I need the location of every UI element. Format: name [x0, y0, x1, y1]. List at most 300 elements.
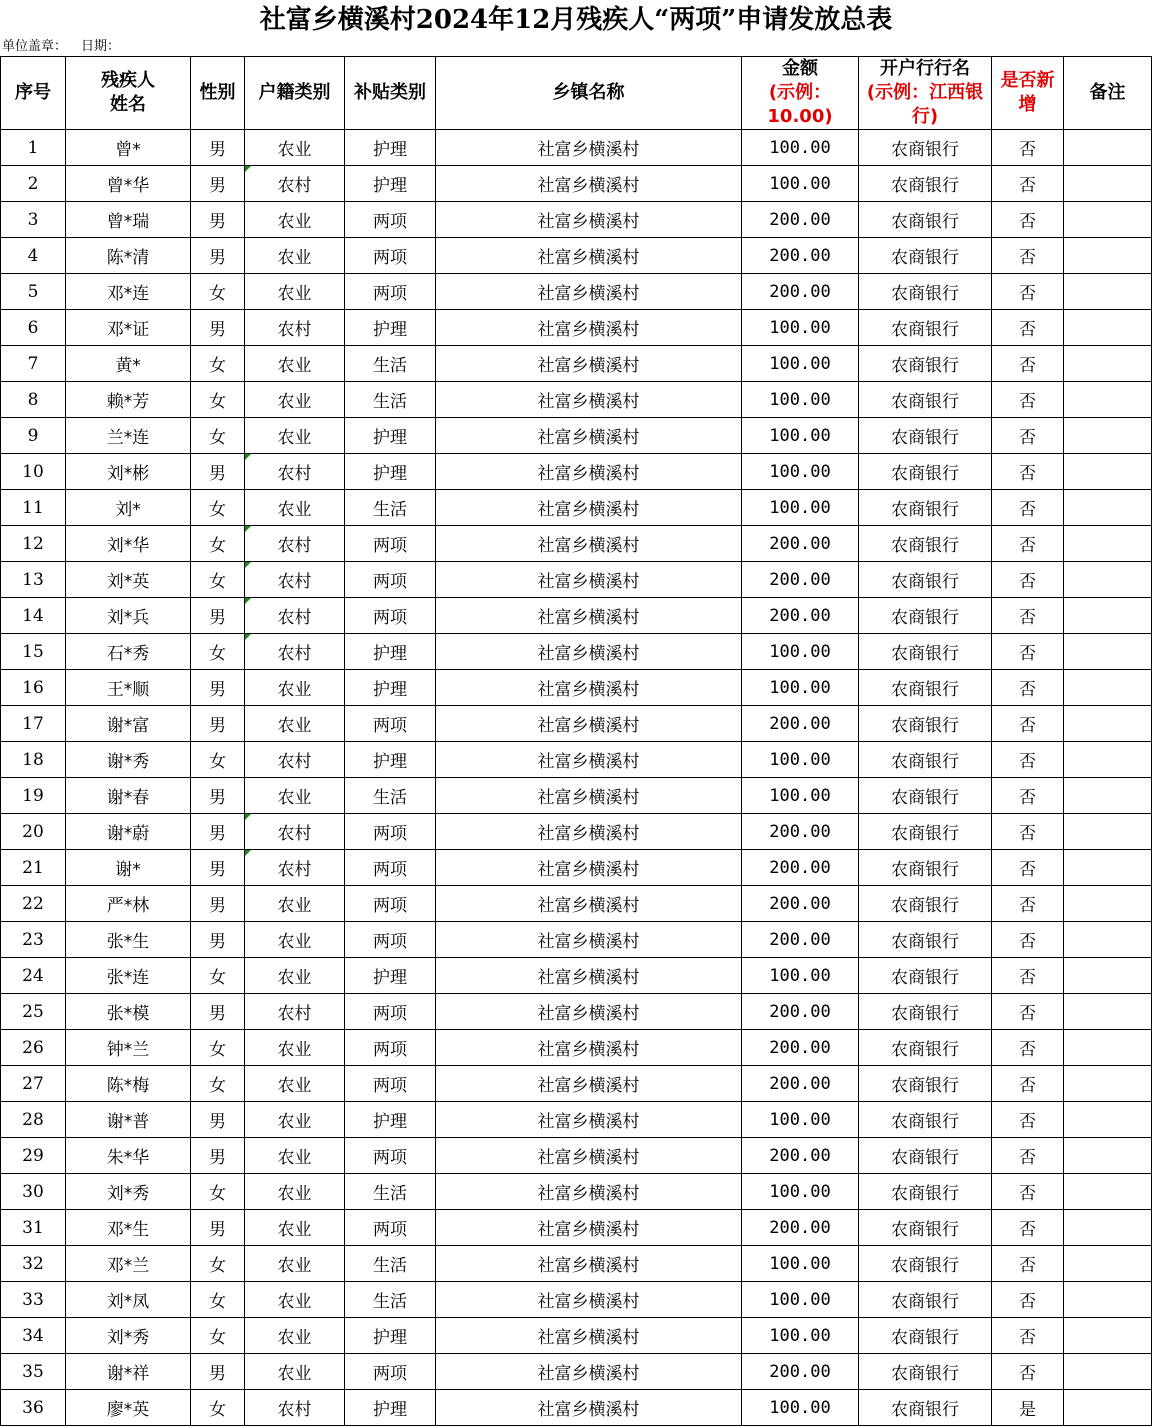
cell-remark[interactable] — [1064, 886, 1152, 922]
cell-town[interactable]: 社富乡横溪村 — [436, 1102, 742, 1138]
cell-amount[interactable]: 100.00 — [742, 166, 859, 202]
cell-remark[interactable] — [1064, 274, 1152, 310]
cell-is-new[interactable]: 否 — [992, 1282, 1064, 1318]
cell-name[interactable]: 刘*英 — [66, 562, 191, 598]
cell-hukou[interactable]: 农业 — [245, 130, 345, 166]
cell-gender[interactable]: 男 — [191, 310, 245, 346]
cell-gender[interactable]: 男 — [191, 778, 245, 814]
cell-seq[interactable]: 13 — [1, 562, 66, 598]
cell-bank[interactable]: 农商银行 — [859, 1354, 992, 1390]
cell-hukou[interactable]: 农业 — [245, 238, 345, 274]
cell-town[interactable]: 社富乡横溪村 — [436, 526, 742, 562]
cell-is-new[interactable]: 否 — [992, 1066, 1064, 1102]
cell-name[interactable]: 刘*凤 — [66, 1282, 191, 1318]
cell-seq[interactable]: 19 — [1, 778, 66, 814]
cell-town[interactable]: 社富乡横溪村 — [436, 706, 742, 742]
cell-is-new[interactable]: 否 — [992, 742, 1064, 778]
cell-hukou[interactable]: 农业 — [245, 202, 345, 238]
header-bank[interactable] — [859, 57, 992, 130]
cell-hukou[interactable]: 农业 — [245, 490, 345, 526]
cell-town[interactable]: 社富乡横溪村 — [436, 814, 742, 850]
cell-bank[interactable]: 农商银行 — [859, 1102, 992, 1138]
cell-subsidy[interactable]: 生活 — [345, 1246, 436, 1282]
cell-gender[interactable]: 男 — [191, 598, 245, 634]
cell-gender[interactable]: 女 — [191, 742, 245, 778]
cell-hukou[interactable]: 农业 — [245, 670, 345, 706]
cell-amount[interactable]: 100.00 — [742, 346, 859, 382]
cell-name[interactable]: 严*林 — [66, 886, 191, 922]
cell-hukou[interactable]: 农业 — [245, 1138, 345, 1174]
cell-bank[interactable]: 农商银行 — [859, 778, 992, 814]
cell-town[interactable]: 社富乡横溪村 — [436, 1030, 742, 1066]
header-seq[interactable]: 序号 — [1, 57, 66, 130]
cell-subsidy[interactable]: 两项 — [345, 850, 436, 886]
cell-hukou[interactable]: 农业 — [245, 346, 345, 382]
cell-seq[interactable]: 20 — [1, 814, 66, 850]
cell-seq[interactable]: 8 — [1, 382, 66, 418]
cell-remark[interactable] — [1064, 130, 1152, 166]
cell-hukou[interactable]: 农业 — [245, 958, 345, 994]
cell-town[interactable]: 社富乡横溪村 — [436, 382, 742, 418]
cell-seq[interactable]: 18 — [1, 742, 66, 778]
cell-gender[interactable]: 男 — [191, 994, 245, 1030]
cell-town[interactable]: 社富乡横溪村 — [436, 166, 742, 202]
cell-town[interactable]: 社富乡横溪村 — [436, 346, 742, 382]
cell-remark[interactable] — [1064, 490, 1152, 526]
cell-town[interactable]: 社富乡横溪村 — [436, 310, 742, 346]
cell-subsidy[interactable]: 两项 — [345, 1354, 436, 1390]
cell-is-new[interactable]: 否 — [992, 1318, 1064, 1354]
cell-hukou[interactable]: 农业 — [245, 418, 345, 454]
cell-subsidy[interactable]: 生活 — [345, 490, 436, 526]
cell-amount[interactable]: 100.00 — [742, 1318, 859, 1354]
cell-hukou[interactable]: 农业 — [245, 382, 345, 418]
cell-remark[interactable] — [1064, 418, 1152, 454]
cell-gender[interactable]: 男 — [191, 850, 245, 886]
cell-town[interactable]: 社富乡横溪村 — [436, 1282, 742, 1318]
cell-subsidy[interactable]: 生活 — [345, 346, 436, 382]
cell-hukou[interactable]: 农业 — [245, 1282, 345, 1318]
cell-hukou[interactable]: 农村 — [245, 742, 345, 778]
cell-hukou[interactable]: 农业 — [245, 1066, 345, 1102]
cell-subsidy[interactable]: 两项 — [345, 1066, 436, 1102]
cell-amount[interactable]: 200.00 — [742, 1066, 859, 1102]
cell-is-new[interactable]: 否 — [992, 490, 1064, 526]
cell-subsidy[interactable]: 护理 — [345, 1102, 436, 1138]
cell-amount[interactable]: 200.00 — [742, 886, 859, 922]
cell-is-new[interactable]: 否 — [992, 1354, 1064, 1390]
cell-gender[interactable]: 女 — [191, 526, 245, 562]
cell-subsidy[interactable]: 两项 — [345, 922, 436, 958]
header-is-new[interactable] — [992, 57, 1064, 130]
cell-is-new[interactable]: 否 — [992, 562, 1064, 598]
cell-remark[interactable] — [1064, 1210, 1152, 1246]
cell-name[interactable]: 钟*兰 — [66, 1030, 191, 1066]
cell-is-new[interactable]: 否 — [992, 202, 1064, 238]
cell-bank[interactable]: 农商银行 — [859, 1390, 992, 1426]
cell-name[interactable]: 陈*清 — [66, 238, 191, 274]
cell-remark[interactable] — [1064, 670, 1152, 706]
cell-name[interactable]: 黄* — [66, 346, 191, 382]
cell-remark[interactable] — [1064, 1174, 1152, 1210]
cell-subsidy[interactable]: 两项 — [345, 562, 436, 598]
cell-bank[interactable]: 农商银行 — [859, 454, 992, 490]
cell-gender[interactable]: 男 — [191, 886, 245, 922]
cell-town[interactable]: 社富乡横溪村 — [436, 454, 742, 490]
cell-is-new[interactable]: 否 — [992, 706, 1064, 742]
cell-amount[interactable]: 100.00 — [742, 1174, 859, 1210]
cell-town[interactable]: 社富乡横溪村 — [436, 130, 742, 166]
cell-hukou[interactable]: 农村 — [245, 1390, 345, 1426]
cell-subsidy[interactable]: 两项 — [345, 814, 436, 850]
cell-bank[interactable]: 农商银行 — [859, 418, 992, 454]
cell-bank[interactable]: 农商银行 — [859, 958, 992, 994]
cell-amount[interactable]: 200.00 — [742, 1138, 859, 1174]
cell-seq[interactable]: 26 — [1, 1030, 66, 1066]
cell-town[interactable]: 社富乡横溪村 — [436, 490, 742, 526]
cell-town[interactable]: 社富乡横溪村 — [436, 1354, 742, 1390]
cell-amount[interactable]: 200.00 — [742, 922, 859, 958]
cell-remark[interactable] — [1064, 850, 1152, 886]
cell-seq[interactable]: 4 — [1, 238, 66, 274]
cell-name[interactable]: 刘*秀 — [66, 1318, 191, 1354]
cell-name[interactable]: 谢*祥 — [66, 1354, 191, 1390]
cell-town[interactable]: 社富乡横溪村 — [436, 922, 742, 958]
cell-subsidy[interactable]: 两项 — [345, 202, 436, 238]
cell-is-new[interactable]: 否 — [992, 886, 1064, 922]
cell-town[interactable]: 社富乡横溪村 — [436, 1138, 742, 1174]
cell-subsidy[interactable]: 两项 — [345, 706, 436, 742]
cell-amount[interactable]: 100.00 — [742, 958, 859, 994]
cell-town[interactable]: 社富乡横溪村 — [436, 742, 742, 778]
cell-amount[interactable]: 200.00 — [742, 850, 859, 886]
cell-gender[interactable]: 男 — [191, 670, 245, 706]
cell-gender[interactable]: 女 — [191, 1030, 245, 1066]
header-hukou[interactable]: 户籍类别 — [245, 57, 345, 130]
cell-remark[interactable] — [1064, 634, 1152, 670]
cell-seq[interactable]: 2 — [1, 166, 66, 202]
cell-amount[interactable]: 200.00 — [742, 562, 859, 598]
cell-hukou[interactable]: 农村 — [245, 814, 345, 850]
cell-town[interactable]: 社富乡横溪村 — [436, 1318, 742, 1354]
cell-bank[interactable]: 农商银行 — [859, 886, 992, 922]
cell-town[interactable]: 社富乡横溪村 — [436, 1390, 742, 1426]
cell-is-new[interactable]: 否 — [992, 1030, 1064, 1066]
cell-bank[interactable]: 农商银行 — [859, 562, 992, 598]
cell-bank[interactable]: 农商银行 — [859, 994, 992, 1030]
cell-seq[interactable]: 34 — [1, 1318, 66, 1354]
cell-gender[interactable]: 男 — [191, 922, 245, 958]
cell-amount[interactable]: 200.00 — [742, 814, 859, 850]
cell-seq[interactable]: 10 — [1, 454, 66, 490]
cell-hukou[interactable]: 农村 — [245, 526, 345, 562]
cell-is-new[interactable]: 否 — [992, 1174, 1064, 1210]
cell-amount[interactable]: 100.00 — [742, 778, 859, 814]
cell-remark[interactable] — [1064, 382, 1152, 418]
cell-amount[interactable]: 100.00 — [742, 310, 859, 346]
cell-is-new[interactable]: 否 — [992, 1138, 1064, 1174]
cell-name[interactable]: 刘*秀 — [66, 1174, 191, 1210]
cell-remark[interactable] — [1064, 994, 1152, 1030]
cell-name[interactable]: 赖*芳 — [66, 382, 191, 418]
cell-hukou[interactable]: 农业 — [245, 1354, 345, 1390]
cell-gender[interactable]: 男 — [191, 1102, 245, 1138]
cell-amount[interactable]: 100.00 — [742, 1390, 859, 1426]
cell-name[interactable]: 谢*富 — [66, 706, 191, 742]
cell-subsidy[interactable]: 生活 — [345, 1174, 436, 1210]
cell-name[interactable]: 邓*连 — [66, 274, 191, 310]
cell-bank[interactable]: 农商银行 — [859, 1318, 992, 1354]
cell-bank[interactable]: 农商银行 — [859, 1030, 992, 1066]
cell-gender[interactable]: 女 — [191, 1390, 245, 1426]
cell-hukou[interactable]: 农业 — [245, 1246, 345, 1282]
header-remark[interactable]: 备注 — [1064, 57, 1152, 130]
cell-seq[interactable]: 15 — [1, 634, 66, 670]
cell-bank[interactable]: 农商银行 — [859, 346, 992, 382]
cell-subsidy[interactable]: 两项 — [345, 526, 436, 562]
cell-bank[interactable]: 农商银行 — [859, 1246, 992, 1282]
cell-bank[interactable]: 农商银行 — [859, 1138, 992, 1174]
cell-remark[interactable] — [1064, 454, 1152, 490]
cell-hukou[interactable]: 农业 — [245, 778, 345, 814]
cell-remark[interactable] — [1064, 742, 1152, 778]
cell-gender[interactable]: 男 — [191, 130, 245, 166]
cell-name[interactable]: 邓*生 — [66, 1210, 191, 1246]
cell-is-new[interactable]: 否 — [992, 1210, 1064, 1246]
cell-amount[interactable]: 100.00 — [742, 1282, 859, 1318]
cell-bank[interactable]: 农商银行 — [859, 634, 992, 670]
cell-amount[interactable]: 100.00 — [742, 418, 859, 454]
header-amount[interactable] — [742, 57, 859, 130]
cell-seq[interactable]: 3 — [1, 202, 66, 238]
cell-remark[interactable] — [1064, 814, 1152, 850]
cell-gender[interactable]: 男 — [191, 238, 245, 274]
cell-town[interactable]: 社富乡横溪村 — [436, 418, 742, 454]
cell-bank[interactable]: 农商银行 — [859, 1174, 992, 1210]
cell-is-new[interactable]: 否 — [992, 418, 1064, 454]
cell-subsidy[interactable]: 护理 — [345, 418, 436, 454]
cell-bank[interactable]: 农商银行 — [859, 1066, 992, 1102]
cell-subsidy[interactable]: 生活 — [345, 382, 436, 418]
cell-seq[interactable]: 25 — [1, 994, 66, 1030]
cell-subsidy[interactable]: 护理 — [345, 670, 436, 706]
cell-is-new[interactable]: 否 — [992, 274, 1064, 310]
cell-seq[interactable]: 7 — [1, 346, 66, 382]
cell-name[interactable]: 廖*英 — [66, 1390, 191, 1426]
cell-seq[interactable]: 21 — [1, 850, 66, 886]
cell-amount[interactable]: 200.00 — [742, 202, 859, 238]
cell-bank[interactable]: 农商银行 — [859, 130, 992, 166]
cell-is-new[interactable]: 否 — [992, 778, 1064, 814]
cell-name[interactable]: 张*生 — [66, 922, 191, 958]
cell-is-new[interactable]: 否 — [992, 634, 1064, 670]
cell-town[interactable]: 社富乡横溪村 — [436, 1210, 742, 1246]
cell-town[interactable]: 社富乡横溪村 — [436, 850, 742, 886]
cell-gender[interactable]: 女 — [191, 958, 245, 994]
cell-seq[interactable]: 28 — [1, 1102, 66, 1138]
cell-amount[interactable]: 100.00 — [742, 490, 859, 526]
cell-name[interactable]: 谢*秀 — [66, 742, 191, 778]
cell-subsidy[interactable]: 两项 — [345, 1210, 436, 1246]
cell-gender[interactable]: 女 — [191, 274, 245, 310]
cell-is-new[interactable]: 否 — [992, 850, 1064, 886]
cell-subsidy[interactable]: 两项 — [345, 1030, 436, 1066]
cell-is-new[interactable]: 否 — [992, 454, 1064, 490]
header-subsidy[interactable]: 补贴类别 — [345, 57, 436, 130]
cell-remark[interactable] — [1064, 1066, 1152, 1102]
cell-bank[interactable]: 农商银行 — [859, 166, 992, 202]
cell-town[interactable]: 社富乡横溪村 — [436, 1174, 742, 1210]
cell-subsidy[interactable]: 护理 — [345, 166, 436, 202]
cell-is-new[interactable]: 否 — [992, 238, 1064, 274]
cell-remark[interactable] — [1064, 310, 1152, 346]
cell-town[interactable]: 社富乡横溪村 — [436, 238, 742, 274]
cell-hukou[interactable]: 农业 — [245, 922, 345, 958]
cell-town[interactable]: 社富乡横溪村 — [436, 202, 742, 238]
cell-name[interactable]: 兰*连 — [66, 418, 191, 454]
cell-gender[interactable]: 男 — [191, 1354, 245, 1390]
cell-bank[interactable]: 农商银行 — [859, 598, 992, 634]
cell-name[interactable]: 曾* — [66, 130, 191, 166]
cell-bank[interactable]: 农商银行 — [859, 310, 992, 346]
cell-remark[interactable] — [1064, 346, 1152, 382]
cell-seq[interactable]: 23 — [1, 922, 66, 958]
cell-gender[interactable]: 女 — [191, 1318, 245, 1354]
cell-is-new[interactable]: 否 — [992, 382, 1064, 418]
cell-remark[interactable] — [1064, 1282, 1152, 1318]
cell-hukou[interactable]: 农村 — [245, 634, 345, 670]
cell-seq[interactable]: 9 — [1, 418, 66, 454]
cell-is-new[interactable]: 否 — [992, 1102, 1064, 1138]
cell-hukou[interactable]: 农业 — [245, 886, 345, 922]
cell-amount[interactable]: 200.00 — [742, 274, 859, 310]
cell-seq[interactable]: 14 — [1, 598, 66, 634]
cell-town[interactable]: 社富乡横溪村 — [436, 274, 742, 310]
cell-hukou[interactable]: 农业 — [245, 1318, 345, 1354]
cell-subsidy[interactable]: 生活 — [345, 1282, 436, 1318]
cell-bank[interactable]: 农商银行 — [859, 202, 992, 238]
cell-is-new[interactable]: 是 — [992, 1390, 1064, 1426]
cell-name[interactable]: 石*秀 — [66, 634, 191, 670]
cell-remark[interactable] — [1064, 202, 1152, 238]
cell-town[interactable]: 社富乡横溪村 — [436, 1246, 742, 1282]
cell-seq[interactable]: 6 — [1, 310, 66, 346]
cell-town[interactable]: 社富乡横溪村 — [436, 634, 742, 670]
cell-amount[interactable]: 100.00 — [742, 670, 859, 706]
cell-remark[interactable] — [1064, 922, 1152, 958]
cell-gender[interactable]: 女 — [191, 1174, 245, 1210]
cell-remark[interactable] — [1064, 1138, 1152, 1174]
cell-remark[interactable] — [1064, 1102, 1152, 1138]
cell-seq[interactable]: 35 — [1, 1354, 66, 1390]
cell-seq[interactable]: 1 — [1, 130, 66, 166]
cell-town[interactable]: 社富乡横溪村 — [436, 778, 742, 814]
cell-subsidy[interactable]: 生活 — [345, 778, 436, 814]
cell-subsidy[interactable]: 护理 — [345, 958, 436, 994]
cell-name[interactable]: 张*连 — [66, 958, 191, 994]
cell-amount[interactable]: 100.00 — [742, 634, 859, 670]
cell-hukou[interactable]: 农村 — [245, 166, 345, 202]
cell-remark[interactable] — [1064, 166, 1152, 202]
cell-gender[interactable]: 女 — [191, 346, 245, 382]
cell-hukou[interactable]: 农业 — [245, 1210, 345, 1246]
cell-gender[interactable]: 女 — [191, 562, 245, 598]
cell-amount[interactable]: 200.00 — [742, 1210, 859, 1246]
cell-remark[interactable] — [1064, 526, 1152, 562]
cell-town[interactable]: 社富乡横溪村 — [436, 670, 742, 706]
cell-gender[interactable]: 女 — [191, 1066, 245, 1102]
cell-name[interactable]: 曾*华 — [66, 166, 191, 202]
cell-hukou[interactable]: 农村 — [245, 310, 345, 346]
cell-seq[interactable]: 16 — [1, 670, 66, 706]
cell-remark[interactable] — [1064, 1354, 1152, 1390]
cell-remark[interactable] — [1064, 1318, 1152, 1354]
cell-gender[interactable]: 男 — [191, 1210, 245, 1246]
cell-remark[interactable] — [1064, 958, 1152, 994]
cell-is-new[interactable]: 否 — [992, 994, 1064, 1030]
cell-town[interactable]: 社富乡横溪村 — [436, 562, 742, 598]
cell-bank[interactable]: 农商银行 — [859, 742, 992, 778]
cell-subsidy[interactable]: 两项 — [345, 886, 436, 922]
cell-remark[interactable] — [1064, 562, 1152, 598]
cell-name[interactable]: 朱*华 — [66, 1138, 191, 1174]
cell-name[interactable]: 陈*梅 — [66, 1066, 191, 1102]
cell-hukou[interactable]: 农业 — [245, 1030, 345, 1066]
cell-subsidy[interactable]: 护理 — [345, 1390, 436, 1426]
cell-gender[interactable]: 男 — [191, 706, 245, 742]
cell-is-new[interactable]: 否 — [992, 346, 1064, 382]
cell-bank[interactable]: 农商银行 — [859, 526, 992, 562]
cell-bank[interactable]: 农商银行 — [859, 490, 992, 526]
cell-bank[interactable]: 农商银行 — [859, 850, 992, 886]
cell-seq[interactable]: 30 — [1, 1174, 66, 1210]
cell-gender[interactable]: 男 — [191, 1138, 245, 1174]
cell-amount[interactable]: 100.00 — [742, 454, 859, 490]
cell-is-new[interactable]: 否 — [992, 958, 1064, 994]
cell-bank[interactable]: 农商银行 — [859, 1282, 992, 1318]
cell-name[interactable]: 刘*彬 — [66, 454, 191, 490]
cell-amount[interactable]: 100.00 — [742, 382, 859, 418]
cell-seq[interactable]: 33 — [1, 1282, 66, 1318]
header-gender[interactable]: 性别 — [191, 57, 245, 130]
cell-subsidy[interactable]: 护理 — [345, 634, 436, 670]
cell-bank[interactable]: 农商银行 — [859, 706, 992, 742]
cell-is-new[interactable]: 否 — [992, 130, 1064, 166]
cell-seq[interactable]: 11 — [1, 490, 66, 526]
cell-hukou[interactable]: 农业 — [245, 274, 345, 310]
cell-amount[interactable]: 100.00 — [742, 1246, 859, 1282]
header-name[interactable] — [66, 57, 191, 130]
cell-remark[interactable] — [1064, 1246, 1152, 1282]
cell-bank[interactable]: 农商银行 — [859, 238, 992, 274]
cell-seq[interactable]: 36 — [1, 1390, 66, 1426]
cell-is-new[interactable]: 否 — [992, 166, 1064, 202]
cell-is-new[interactable]: 否 — [992, 814, 1064, 850]
cell-name[interactable]: 谢*春 — [66, 778, 191, 814]
cell-is-new[interactable]: 否 — [992, 1246, 1064, 1282]
cell-seq[interactable]: 22 — [1, 886, 66, 922]
cell-subsidy[interactable]: 护理 — [345, 454, 436, 490]
cell-amount[interactable]: 100.00 — [742, 742, 859, 778]
cell-bank[interactable]: 农商银行 — [859, 274, 992, 310]
cell-seq[interactable]: 12 — [1, 526, 66, 562]
cell-name[interactable]: 邓*兰 — [66, 1246, 191, 1282]
cell-remark[interactable] — [1064, 778, 1152, 814]
cell-is-new[interactable]: 否 — [992, 526, 1064, 562]
cell-subsidy[interactable]: 护理 — [345, 310, 436, 346]
cell-subsidy[interactable]: 护理 — [345, 130, 436, 166]
cell-bank[interactable]: 农商银行 — [859, 382, 992, 418]
